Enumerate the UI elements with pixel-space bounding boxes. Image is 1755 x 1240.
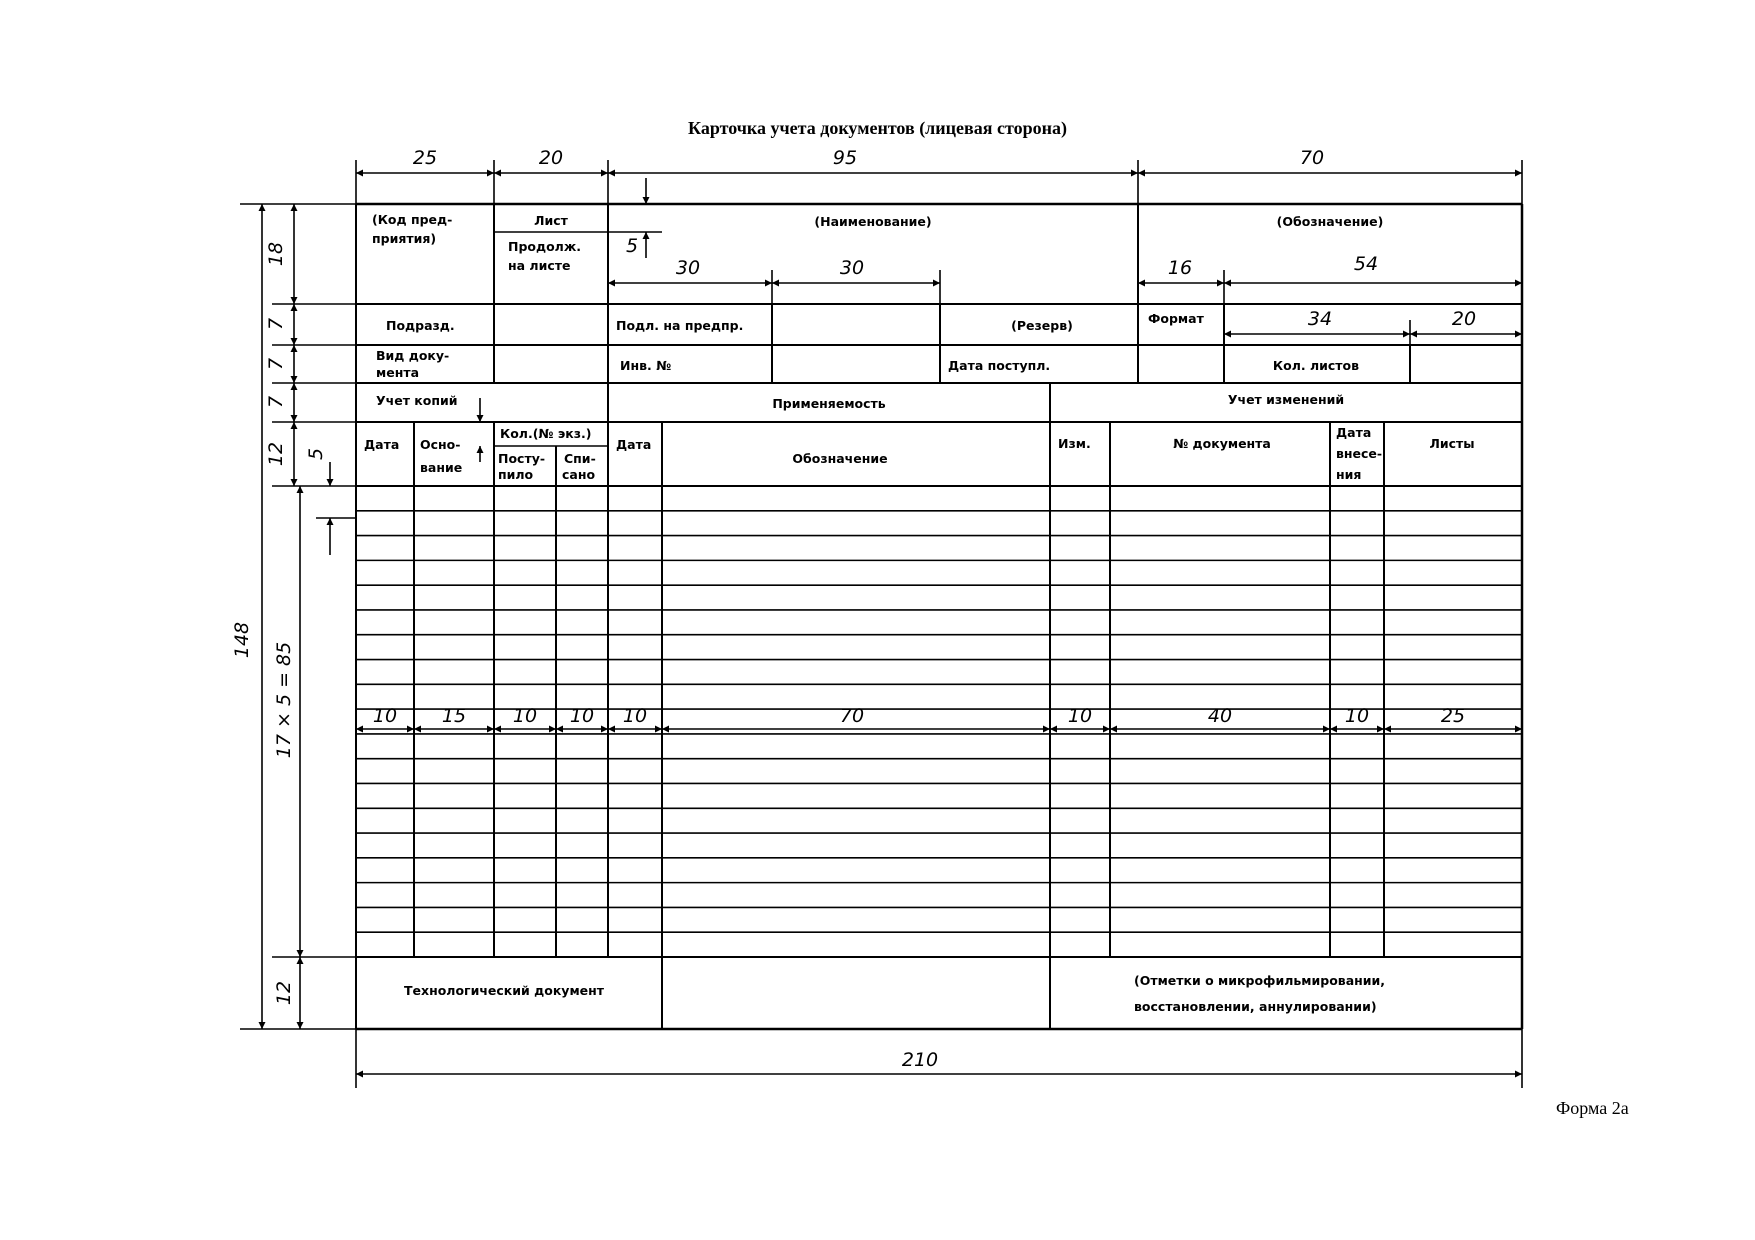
- reserve-label: (Резерв): [1011, 318, 1073, 333]
- dim-20: 20: [538, 147, 564, 169]
- dim-30-a: 30: [675, 257, 701, 279]
- code-label-1: (Код пред-: [372, 212, 453, 227]
- dim-row-10-e: 10: [1067, 705, 1093, 727]
- basis-label-2: вание: [420, 460, 463, 475]
- dim-12-bottom: 12: [273, 980, 295, 1006]
- dim-row-10-a: 10: [372, 705, 398, 727]
- marks-label-2: восстановлении, аннулировании): [1134, 999, 1377, 1014]
- date-entry-label-1: Дата: [1336, 425, 1372, 440]
- inventory-number-label: Инв. №: [620, 358, 672, 373]
- quantity-label: Кол.(№ экз.): [500, 426, 592, 441]
- doc-type-label-2: мента: [376, 365, 420, 380]
- page-title: Карточка учета документов (лицевая сторона): [688, 118, 1067, 138]
- date-entry-label-2: внесе-: [1336, 446, 1383, 461]
- dim-16: 16: [1167, 257, 1193, 279]
- dim-210: 210: [901, 1049, 939, 1071]
- basis-label-1: Осно-: [420, 437, 461, 452]
- dim-row-10-f: 10: [1344, 705, 1370, 727]
- subdivision-label: Подразд.: [386, 318, 455, 333]
- dim-18: 18: [265, 241, 287, 267]
- written-off-label-2: сано: [562, 467, 596, 482]
- sheet-count-label: Кол. листов: [1272, 358, 1360, 373]
- designation-label: (Обозначение): [1276, 214, 1384, 229]
- dim-row-40: 40: [1207, 705, 1233, 727]
- name-label: (Наименование): [814, 214, 932, 229]
- dim-70: 70: [1299, 147, 1325, 169]
- sheets-label: Листы: [1429, 436, 1475, 451]
- form-label: Форма 2а: [1556, 1098, 1629, 1118]
- continued-label-2: на листе: [508, 258, 571, 273]
- date-received-label: Дата поступл.: [948, 358, 1051, 373]
- dim-95: 95: [832, 147, 858, 169]
- dim-7-b: 7: [265, 357, 287, 371]
- dim-5-left: 5: [305, 447, 327, 461]
- dim-25: 25: [412, 147, 438, 169]
- dim-7-a: 7: [265, 317, 287, 331]
- received-label-2: пило: [498, 467, 534, 482]
- dim-30-b: 30: [839, 257, 865, 279]
- written-off-label-1: Спи-: [564, 451, 596, 466]
- header-labels: [364, 212, 1475, 1014]
- dim-row-10-d: 10: [622, 705, 648, 727]
- dim-20-right: 20: [1451, 308, 1477, 330]
- dim-row-70: 70: [839, 705, 865, 727]
- doc-number-label: № документа: [1173, 436, 1271, 451]
- code-label-2: приятия): [372, 231, 437, 246]
- dim-row-10-c: 10: [569, 705, 595, 727]
- dim-rows-85: 17 × 5 = 85: [273, 641, 295, 759]
- dim-row-25: 25: [1440, 705, 1466, 727]
- dim-5-name: 5: [625, 235, 639, 257]
- received-label-1: Посту-: [498, 451, 546, 466]
- subdivision-enterprise-label: Подл. на предпр.: [616, 318, 744, 333]
- doc-type-label-1: Вид доку-: [376, 348, 450, 363]
- dim-row-10-b: 10: [512, 705, 538, 727]
- dim-34: 34: [1307, 308, 1333, 330]
- list-label: Лист: [534, 213, 568, 228]
- tech-doc-label: Технологический документ: [404, 983, 605, 998]
- change-label: Изм.: [1058, 436, 1091, 451]
- marks-label-1: (Отметки о микрофильмировании,: [1134, 973, 1386, 988]
- applicability-label: Применяемость: [772, 396, 886, 411]
- date-label: Дата: [364, 437, 400, 452]
- dim-7-c: 7: [265, 395, 287, 409]
- copies-label: Учет копий: [376, 393, 458, 408]
- date2-label: Дата: [616, 437, 652, 452]
- continued-label-1: Продолж.: [508, 239, 582, 254]
- dim-row-15: 15: [441, 705, 467, 727]
- dim-148: 148: [231, 621, 253, 659]
- date-entry-label-3: ния: [1336, 467, 1362, 482]
- dim-54: 54: [1353, 253, 1379, 275]
- dim-12: 12: [265, 441, 287, 467]
- changes-label: Учет изменений: [1227, 392, 1345, 407]
- designation2-label: Обозначение: [792, 451, 888, 466]
- body-table: [356, 486, 1522, 1029]
- format-label: Формат: [1148, 311, 1204, 326]
